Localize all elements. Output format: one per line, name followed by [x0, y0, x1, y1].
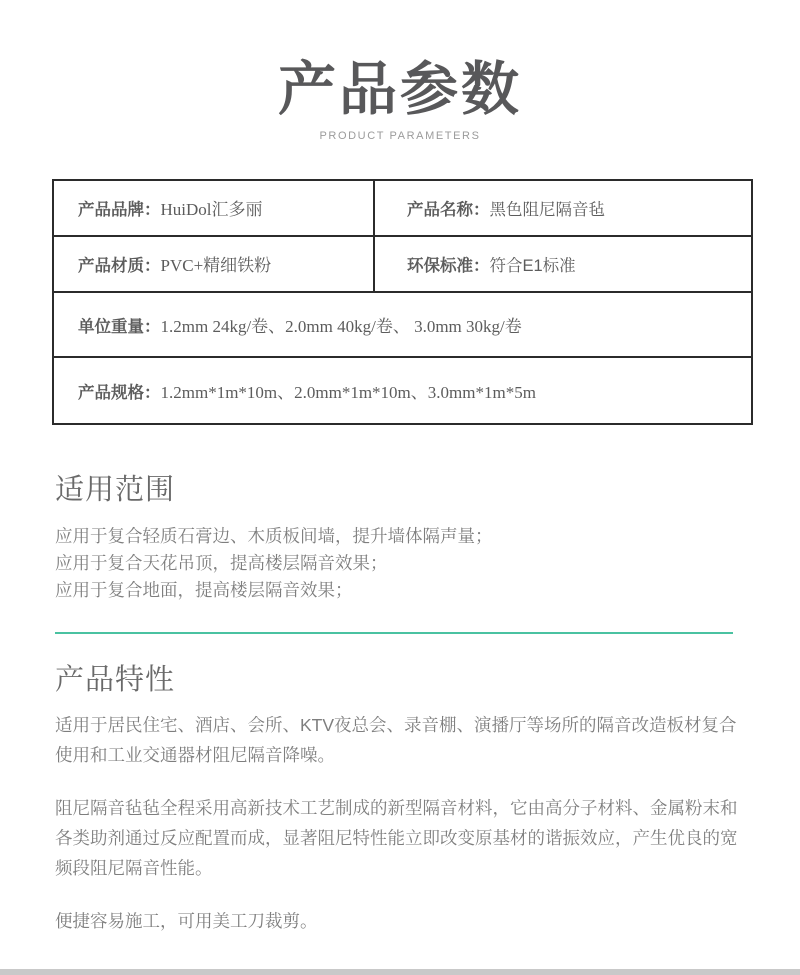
spec-row-brand-name	[53, 180, 752, 236]
features-heading: 产品特性	[55, 663, 176, 696]
feature-paragraph: 便捷容易施工，可用美工刀裁剪。	[55, 910, 318, 931]
feature-paragraph: 适用于居民住宅、酒店、会所、KTV夜总会、录音棚、演播厅等场所的隔音改造板材复合使用和工业交通器材阻尼隔音降噪。	[55, 714, 737, 765]
spec-value-material: PVC+精细铁粉	[160, 256, 272, 276]
spec-value-product-name: 黑色阻尼隔音毡	[489, 200, 605, 219]
scope-heading: 适用范围	[55, 473, 176, 506]
spec-cell-product-name	[374, 180, 752, 236]
feature-paragraphs	[55, 710, 745, 936]
spec-row-material-eco	[53, 236, 752, 292]
spec-label-unit-weight: 单位重量：	[78, 317, 161, 336]
section-features	[55, 657, 745, 936]
scope-line: 应用于复合地面，提高楼层隔音效果；	[55, 579, 353, 600]
spec-label-product-name: 产品名称：	[407, 200, 490, 219]
spec-label-brand: 产品品牌：	[78, 201, 161, 220]
spec-value-eco-standard: 符合E1标准	[489, 256, 576, 275]
spec-row-product-size	[53, 357, 752, 424]
spec-value-brand: HuiDol汇多丽	[160, 200, 263, 220]
spec-cell-brand	[53, 180, 374, 236]
spec-label-product-size: 产品规格：	[78, 383, 161, 402]
spec-row-unit-weight	[53, 292, 752, 357]
section-divider	[55, 632, 733, 634]
spec-table	[52, 179, 753, 425]
next-section-edge-bar	[0, 969, 800, 975]
spec-cell-eco-standard	[374, 236, 752, 292]
product-parameters-header	[0, 0, 800, 142]
spec-cell-material	[53, 236, 374, 292]
scope-lines	[55, 523, 745, 604]
spec-label-eco-standard: 环保标准：	[407, 256, 490, 275]
spec-value-unit-weight: 1.2mm 24kg/卷、2.0mm 40kg/卷、 3.0mm 30kg/卷	[160, 316, 522, 336]
page-title: 产品参数	[277, 57, 522, 122]
spec-label-material: 产品材质：	[78, 257, 161, 276]
feature-paragraph: 阻尼隔音毡毡全程采用高新技术工艺制成的新型隔音材料，它由高分子材料、金属粉末和各类助剂通过反应配置而成，显著阻尼特性能立即改变原基材的谐振效应，产生优良的宽频段阻尼隔音性能。	[55, 797, 738, 878]
scope-line: 应用于复合轻质石膏边、木质板间墙，提升墙体隔声量；	[55, 525, 493, 546]
page-subtitle: PRODUCT PARAMETERS	[319, 129, 481, 142]
spec-cell-product-size	[53, 357, 752, 424]
spec-cell-unit-weight	[53, 292, 752, 357]
section-scope	[55, 467, 745, 604]
spec-value-product-size: 1.2mm*1m*10m、2.0mm*1m*10m、3.0mm*1m*5m	[160, 382, 536, 402]
scope-line: 应用于复合天花吊顶，提高楼层隔音效果；	[55, 552, 388, 573]
